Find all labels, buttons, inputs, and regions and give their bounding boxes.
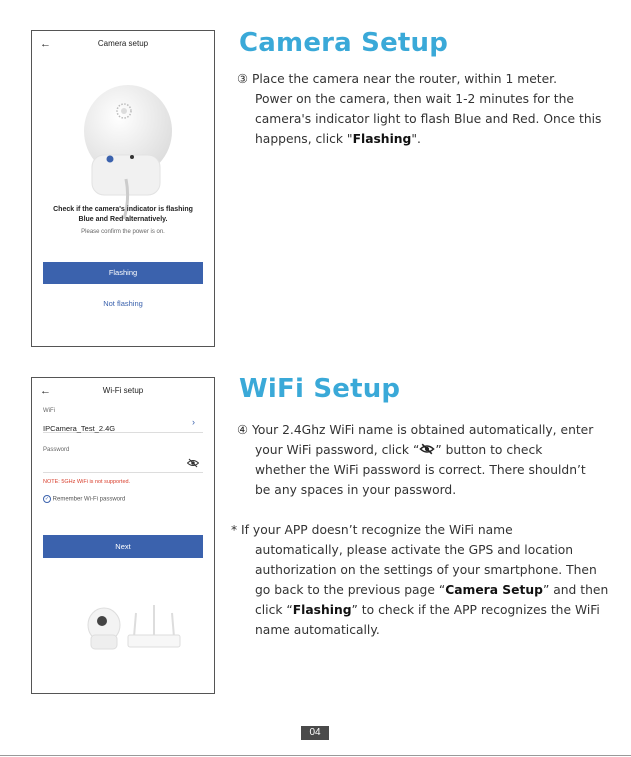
flashing-button[interactable]: Flashing	[43, 262, 203, 284]
remember-label: Remember Wi-Fi password	[52, 496, 126, 503]
phone-title: Wi-Fi setup	[102, 386, 144, 395]
next-button[interactable]: Next	[43, 535, 203, 558]
arrow-left-icon[interactable]: ←	[40, 385, 51, 397]
password-field[interactable]	[43, 456, 203, 473]
step-3-line-4: happens, click "Flashing".	[255, 132, 421, 146]
step-3-line-1: ③ Place the camera near the router, within 1 meter.	[237, 72, 558, 86]
camera-setup-heading: Camera Setup	[239, 28, 449, 58]
password-label: Password	[43, 447, 70, 453]
step-3-line-2: Power on the camera, then wait 1-2 minutes for the	[255, 92, 574, 106]
check-indicator-text	[32, 205, 214, 225]
eye-off-icon[interactable]	[187, 458, 199, 468]
camera-router-illustration	[82, 603, 182, 653]
wifi-label: WiFi	[43, 408, 55, 414]
step-4-line-4: be any spaces in your password.	[255, 483, 457, 497]
note-line-1: * If your APP doesn’t recognize the WiFi name	[231, 523, 513, 537]
5ghz-note: NOTE: 5GHz WiFi is not supported.	[43, 479, 131, 485]
wifi-setup-instructions	[231, 420, 622, 640]
check-text-line-1: Check if the camera's indicator is flashing	[53, 206, 193, 213]
phone-title: Camera setup	[97, 39, 149, 48]
check-circle-icon[interactable]: ✓	[44, 496, 50, 502]
wifi-setup-heading: WiFi Setup	[239, 374, 401, 404]
footer-divider	[0, 755, 631, 756]
note-line-5: click “Flashing” to check if the APP recognizes the WiFi	[255, 603, 600, 617]
note-line-3: authorization on the settings of your smartphone. Then	[255, 563, 597, 577]
arrow-left-icon[interactable]: ←	[40, 38, 51, 50]
page-number: 04	[301, 726, 329, 740]
wifi-setup-phone-mockup	[31, 377, 215, 694]
spacer	[237, 500, 622, 520]
remember-password-row[interactable]	[43, 495, 125, 503]
camera-setup-phone-mockup	[31, 30, 215, 347]
note-line-4: go back to the previous page “Camera Setup” and then	[255, 583, 609, 597]
phone-header	[32, 384, 214, 398]
step-4-line-3: whether the WiFi password is correct. There shouldn’t	[255, 463, 586, 477]
wifi-name-value: IPCamera_Test_2.4G	[43, 424, 116, 433]
chevron-right-icon[interactable]: ›	[192, 417, 195, 427]
step-4-line-2: your WiFi password, click “ ” button to check	[255, 443, 543, 457]
not-flashing-link[interactable]: Not flashing	[103, 299, 143, 308]
camera-illustration	[78, 69, 178, 219]
eye-off-icon	[419, 443, 435, 455]
note-line-2: automatically, please activate the GPS and location	[255, 543, 574, 557]
step-4-line-1: ④ Your 2.4Ghz WiFi name is obtained automatically, enter	[237, 423, 594, 437]
step-4-marker: ④	[237, 423, 249, 437]
step-3-marker: ③	[237, 72, 249, 86]
check-text-line-2: Blue and Red alternatively.	[78, 216, 168, 223]
confirm-power-text: Please confirm the power is on.	[81, 229, 165, 235]
wifi-name-field[interactable]	[43, 418, 203, 433]
camera-setup-instructions	[237, 69, 617, 149]
phone-header	[32, 37, 214, 51]
step-3-line-3: camera's indicator light to flash Blue and Red. Once this	[255, 112, 602, 126]
note-line-6: name automatically.	[255, 623, 380, 637]
